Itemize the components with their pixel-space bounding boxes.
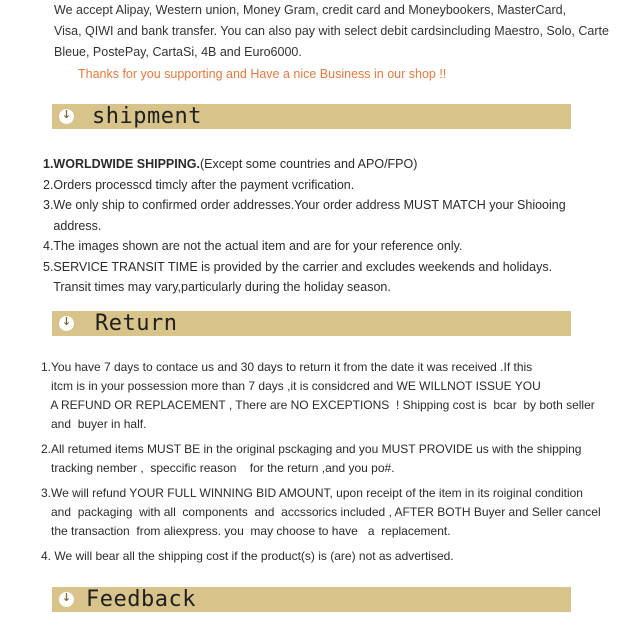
list-item-line: the transaction from aliexpress. you may choose to have a replacement. <box>41 524 451 538</box>
list-item: 2.Orders processcd timcly after the payment vcrification. <box>43 177 355 192</box>
list-item: 4. We will bear all the shipping cost if the product(s) is (are) not as advertised. <box>41 549 454 563</box>
list-item <box>41 358 606 434</box>
list-item-line: 1.You have 7 days to contace us and 30 days to return it from the date it was received .If this <box>41 360 533 374</box>
list-item-text: (Except some countries and APO/FPO) <box>199 157 418 171</box>
list-item-line: and packaging with all components and accssorics included , AFTER BOTH Buyer and Seller cancel <box>41 505 601 519</box>
return-banner <box>52 311 571 336</box>
payment-line: Visa, QIWI and bank transfer. You can also pay with select debit cardsincluding Maestro, Solo, Carte <box>54 24 609 38</box>
list-item-line: itcm is in your possession more than 7 days ,it is considcred and WE WILLNOT ISSUE YOU <box>41 379 541 393</box>
feedback-heading: Feedback <box>86 587 196 612</box>
list-item: 4.The images shown are not the actual item and are for your reference only. <box>43 239 463 253</box>
list-item: 3.We only ship to confirmed order addresses.Your order address MUST MATCH your Shiooing <box>43 198 566 212</box>
chevron-down-icon: ↓ <box>59 316 74 331</box>
shipment-banner <box>52 104 571 129</box>
list-item-line: 2.All retumed items MUST BE in the original psckaging and you MUST PROVIDE us with the shipping <box>41 442 582 456</box>
shipping-emphasis: 1.WORLDWIDE SHIPPING. <box>43 157 200 171</box>
feedback-banner <box>52 587 571 612</box>
chevron-down-icon: ↓ <box>59 592 74 607</box>
list-item-line: 3.We will refund YOUR FULL WINNING BID AMOUNT, upon receipt of the item in its roiginal condition <box>41 486 583 500</box>
list-item-line: and buyer in half. <box>41 417 147 431</box>
return-list <box>41 358 606 570</box>
list-item <box>41 440 606 478</box>
list-item <box>41 484 606 541</box>
list-item-line: A REFUND OR REPLACEMENT , There are NO EXCEPTIONS ! Shipping cost is bcar by both seller <box>41 398 595 412</box>
chevron-down-icon: ↓ <box>59 109 74 124</box>
return-heading: Return <box>95 311 178 336</box>
list-item: Transit times may vary,particularly during the holiday season. <box>43 280 391 294</box>
shipment-heading: shipment <box>92 104 202 129</box>
shipment-list <box>43 154 603 298</box>
list-item <box>43 154 603 174</box>
payment-line: We accept Alipay, Western union, Money Gram, credit card and Moneybookers, MasterCard, <box>54 3 567 17</box>
list-item-line: tracking nember , speccific reason for the return ,and you po#. <box>41 461 395 475</box>
thanks-message: Thanks for you supporting and Have a nice Business in our shop !! <box>78 67 447 81</box>
payment-info <box>54 0 614 63</box>
payment-line: Bleue, PostePay, CartaSi, 4B and Euro6000. <box>54 45 302 59</box>
list-item: address. <box>43 218 102 233</box>
list-item: 5.SERVICE TRANSIT TIME is provided by the carrier and excludes weekends and holidays. <box>43 259 553 274</box>
